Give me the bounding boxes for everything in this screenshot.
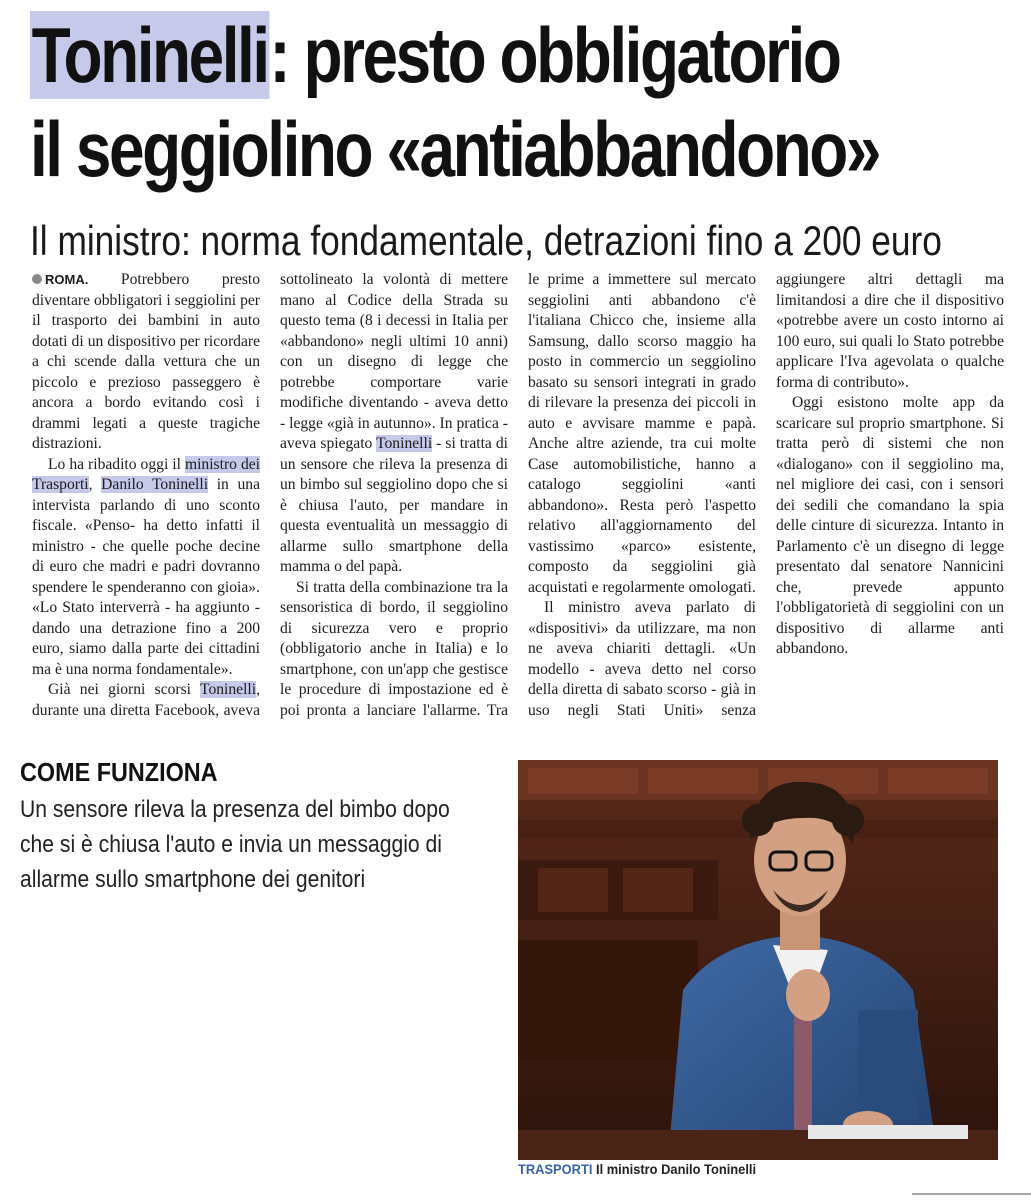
highlight-ministro: ministro dei Trasporti (32, 455, 261, 493)
article-paragraph (32, 455, 260, 681)
headline (30, 8, 880, 196)
highlight-danilo-toninelli: Danilo Toninelli (101, 476, 209, 493)
article-paragraph: Si tratta della combinazione tra la sensoristica di bordo, il seggiolino di sicurezza vero e proprio (obbligatorio anche in Italia) e lo smartphone, con un'app che gestisce le procedure di impostazione ed è poi pronta a lanciare l'allarme. Tra le prime a immettere sul mercato seggiolini anti abbandono c'è l'italiana Chicco che, insieme alla Samsung, dallo scorso maggio ha posto in commercio un seggiolino basato su sensori integrati in grado di rilevare la presenza dei piccoli in auto e avvisare mamme e papà. Anche altre aziende, tra cui molte Case automobilistiche, hanno a catalogo seggiolini «anti abbandono». Resta però l'aspetto relativo all'aggiornamento del vastissimo «parco» esistente, composto da seggiolini già acquistati e regolarmente omologati. (280, 271, 756, 719)
photo-caption (518, 1161, 996, 1177)
paragraph-text: , durante una diretta Facebook, aveva sottolineato la volontà di mettere mano al Codice della Strada su questo tema (8 i decessi in Italia per «abbandono» negli ultimi 10 anni) con un disegno di legge che potrebbe comportare varie modifiche diventando - aveva detto - legge «già in autunno». In pratica - aveva spiegato (32, 271, 508, 719)
headline-line-1 (30, 8, 1014, 102)
bullet-dot-icon (32, 274, 42, 284)
subheadline: Il ministro: norma fondamentale, detrazioni fino a 200 euro (30, 217, 942, 264)
divider (912, 1193, 1031, 1195)
headline-line-2: il seggiolino «antiabbandono» (30, 105, 880, 193)
caption-text: Il ministro Danilo Toninelli (595, 1161, 757, 1177)
highlight-toninelli: Toninelli (200, 681, 257, 698)
paragraph-text: Lo ha ribadito oggi il (48, 455, 181, 473)
box-title: COME FUNZIONA (20, 757, 218, 787)
highlight-toninelli-2: Toninelli (376, 435, 433, 452)
box-text: Un sensore rileva la presenza del bimbo dopo che si è chiusa l'auto e invia un messaggio di allarme sullo smartphone dei genitori (20, 796, 450, 893)
photo-illustration (518, 760, 998, 1160)
article-paragraph: Il ministro aveva parlato di «dispositivi» da utilizzare, ma non ne aveva chiariti dettagli. «Un modello - aveva detto nel corso della diretta di sabato scorso - già in uso negli Stati Uniti» senza aggiungere altri dettagli ma limitandosi a dire che il dispositivo «potrebbe avere un costo intorno ai 100 euro, sui quali lo Stato potrebbe applicare l'Iva agevolata o qualche forma di contributo». (528, 271, 1004, 719)
paragraph-text: Già nei giorni scorsi (48, 681, 192, 698)
dateline: ROMA. (45, 272, 89, 287)
headline-name-highlight: Toninelli (31, 11, 268, 99)
headline-line-1-rest: : presto obbligatorio (269, 11, 840, 99)
article-paragraph (32, 270, 260, 455)
caption-tag: TRASPORTI (518, 1161, 593, 1177)
article-body (32, 270, 1004, 740)
photo-minister (518, 760, 998, 1160)
paragraph-text: Potrebbero presto diventare obbligatori i seggiolini per il trasporto dei bambini in auto dotati di un dispositivo per ricordare a chi scende dalla vettura che un piccolo e prezioso passeggero è ancora a bordo evitando così i drammi legati a queste tragiche distrazioni. (32, 271, 260, 452)
paragraph-text: - si tratta di un sensore che rileva la presenza di un bimbo sul seggiolino dopo che si è chiusa l'auto, per mandare in questa eventualità un messaggio di allarme sullo smartphone della mamma o del papà. (280, 435, 508, 575)
paragraph-text: in una intervista parlando di uno sconto fiscale. «Penso- ha detto infatti il ministro - che quelle poche decine di euro che madri e padri dovranno spendere le spenderanno con gioia». «Lo Stato interverrà - ha aggiunto - dando una detrazione fino a 200 euro, siamo dalla parte dei cittadini ma è una norma fondamentale». (32, 476, 260, 678)
article-paragraph: Oggi esistono molte app da scaricare sul proprio smartphone. Si tratta però di sistemi che non «dialogano» con il seggiolino ma, nel migliore dei casi, con i sensori dei sedili che comandano la spia delle cinture di sicurezza. Intanto in Parlamento c'è un disegno di legge presentato dal senatore Nannicini che, prevede appunto l'obbligatorietà di seggiolini con un dispositivo di allarme anti abbandono. (776, 394, 1004, 657)
paragraph-text: , (88, 476, 93, 493)
